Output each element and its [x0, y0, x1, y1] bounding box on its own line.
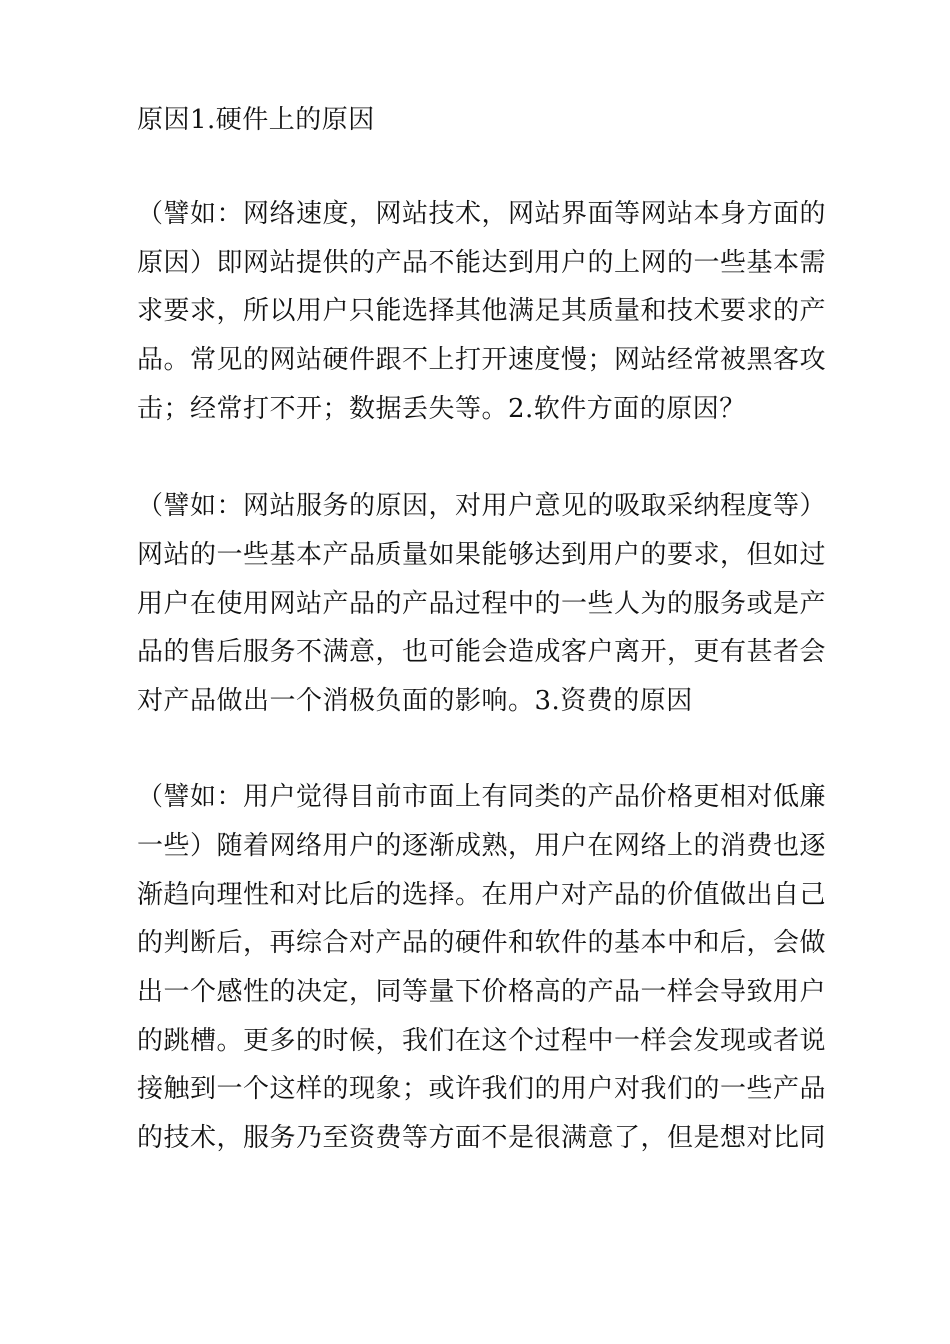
text-line: 用户在使用网站产品的产品过程中的一些人为的服务或是产 [137, 589, 827, 619]
text-line: 对产品做出一个消极负面的影响。3.资费的原因 [137, 686, 693, 716]
text-line: 出一个感性的决定，同等量下价格高的产品一样会导致用户 [137, 977, 827, 1007]
text-line: （譬如：网络速度，网站技术，网站界面等网站本身方面的 [137, 199, 827, 229]
text-line: 接触到一个这样的现象；或许我们的用户对我们的一些产品 [137, 1074, 827, 1104]
text-line: 网站的一些基本产品质量如果能够达到用户的要求，但如过 [137, 540, 827, 570]
text-line: （譬如：网站服务的原因，对用户意见的吸取采纳程度等） [137, 491, 827, 521]
text-line: 求要求，所以用户只能选择其他满足其质量和技术要求的产 [137, 296, 827, 326]
text-line: 原因）即网站提供的产品不能达到用户的上网的一些基本需 [137, 248, 827, 278]
text-line: （譬如：用户觉得目前市面上有同类的产品价格更相对低廉 [137, 782, 827, 812]
text-line: 的技术，服务乃至资费等方面不是很满意了，但是想对比同 [137, 1123, 827, 1153]
text-line: 的跳槽。更多的时候，我们在这个过程中一样会发现或者说 [137, 1026, 827, 1056]
text-line: 品的售后服务不满意，也可能会造成客户离开，更有甚者会 [137, 637, 827, 667]
text-line: 一些）随着网络用户的逐渐成熟，用户在网络上的消费也逐 [137, 831, 827, 861]
text-line: 击；经常打不开；数据丢失等。2.软件方面的原因？ [137, 394, 746, 424]
text-line: 品。常见的网站硬件跟不上打开速度慢；网站经常被黑客攻 [137, 345, 827, 375]
text-line: 的判断后，再综合对产品的硬件和软件的基本中和后，会做 [137, 928, 827, 958]
text-line: 渐趋向理性和对比后的选择。在用户对产品的价值做出自己 [137, 880, 827, 910]
heading-cause-1: 原因1.硬件上的原因 [137, 105, 375, 135]
